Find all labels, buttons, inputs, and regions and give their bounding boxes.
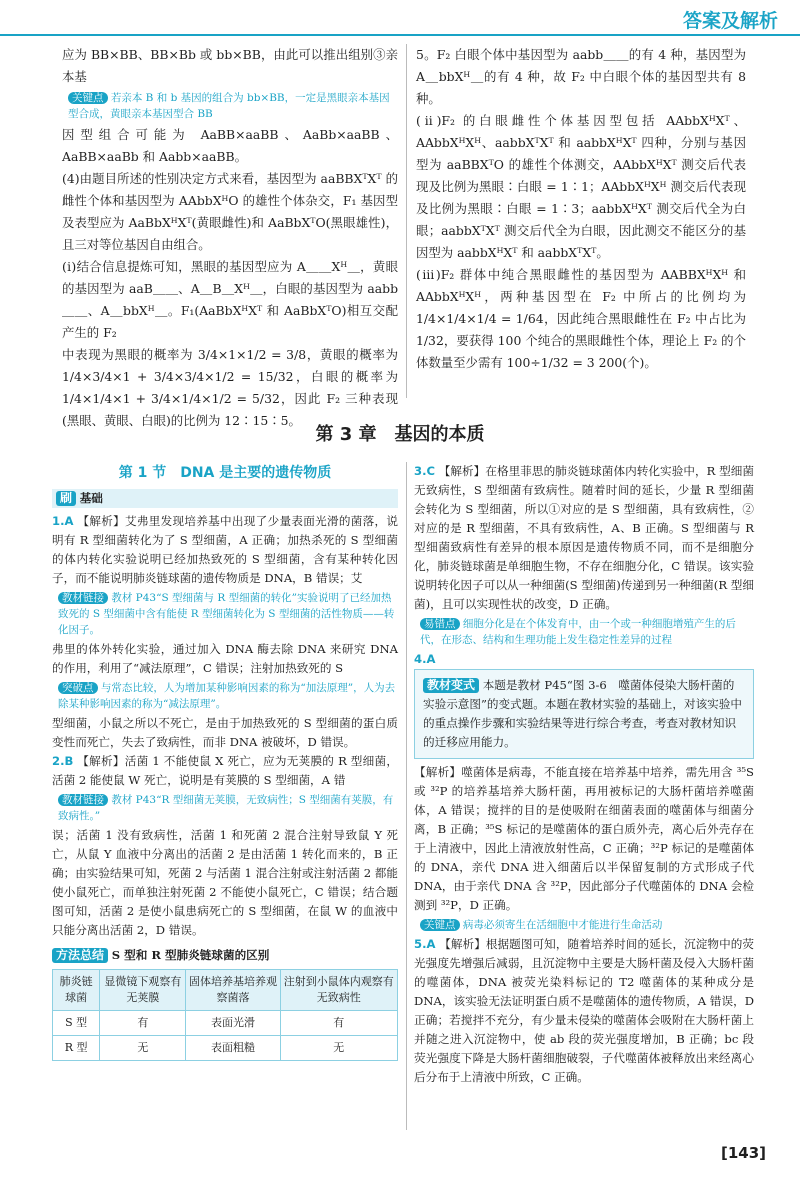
q1-tip-1-label: 教材链接 bbox=[58, 592, 108, 604]
table-row bbox=[53, 1036, 398, 1061]
q1-tip-2-text: 与常态比较，人为增加某种影响因素的称为“加法原理”，人为去除某种影响因素的称为“减法原理”。 bbox=[58, 682, 396, 710]
top-left-column bbox=[62, 44, 398, 432]
q4-answer bbox=[414, 650, 754, 669]
q1-tip-2-label: 突破点 bbox=[58, 682, 98, 694]
top-left-para-1: 应为 BB×BB、BB×Bb 或 bb×BB，由此可以推出组别③亲本基 bbox=[62, 47, 398, 84]
method-table bbox=[52, 969, 398, 1061]
table-row bbox=[53, 1011, 398, 1036]
bottom-left-column bbox=[52, 460, 398, 1061]
method-header bbox=[52, 946, 398, 965]
q5-text: 【解析】根据题图可知，随着培养时间的延长，沉淀物中的荧光强度先增强后减弱，且沉淀物中主要是大肠杆菌及侵入大肠杆菌的噬菌体，DNA 被荧光染料标记的 T2 噬菌体的某种成分是 DNA，该实验无法证明蛋白质不是噬菌体的遗传物质，A 错误，D 正确；若搅拌不充分，有少量未侵染的噬菌体会吸附在大肠杆菌上并随之进入沉淀物中，使 ab 段的荧光强度增加，B 正确；bc 段荧光强度下降是大肠杆菌细胞破裂，子代噬菌体被释放出来经离心后分布于上清液中所致，C 正确。 bbox=[414, 937, 754, 1084]
bottom-right-column bbox=[414, 462, 754, 1087]
table-cell: S 型 bbox=[53, 1011, 100, 1036]
q1-text-2: 弗里的体外转化实验，通过加入 DNA 酶去除 DNA 来研究 DNA 的作用，利用了“减法原理”，C 错误；注射加热致死的 S bbox=[52, 642, 398, 675]
q4-text: 【解析】噬菌体是病毒，不能直接在培养基中培养，需先用含 ³⁵S 或 ³²P 的培养基培养大肠杆菌，再用被标记的大肠杆菌培养噬菌体，A 错误；搅拌的目的是使吸附在细菌表面的噬菌体与细菌分离，B 正确；³⁵S 标记的是噬菌体的蛋白质外壳，离心后外壳存在于上清液中，因此上清液放射性高，C 正确；³²P 标记的是噬菌体的 DNA，亲代 DNA 进入细菌后以半保留复制的方式形成子代 DNA，由于亲代 DNA 含 ³²P，因此部分子代噬菌体的 DNA 会检测到 ³²P，D 正确。 bbox=[414, 765, 754, 912]
top-tip-label: 关键点 bbox=[68, 92, 108, 104]
q2-answer bbox=[52, 752, 398, 790]
header-rule bbox=[0, 34, 800, 36]
q2-text-1: 【解析】活菌 1 不能使鼠 X 死亡，应为无荚膜的 R 型细菌，活菌 2 能使鼠 W 死亡，说明是有荚膜的 S 型细菌，A 错 bbox=[52, 754, 398, 787]
q2-text-2: 误；活菌 1 没有致病性，活菌 1 和死菌 2 混合注射导致鼠 Y 死亡，从鼠 Y 血液中分离出的活菌 2 是由活菌 1 转化而来的，B 正确；由实验结果可知，死菌 2 与活菌 1 混合注射或注射活菌 2 都能使小鼠死亡，而单独注射死菌 2 不能使小鼠死亡，C 错误；结合题图可知，活菌 2 是使小鼠患病死亡的 S 型细菌，在鼠 W 的血液中只能分离出活菌 2，D 错误。 bbox=[52, 828, 398, 937]
q2-tip-label: 教材链接 bbox=[58, 794, 108, 806]
q4-tip bbox=[414, 917, 754, 933]
top-left-para-5: 中表现为黑眼的概率为 3/4×1×1/2 = 3/8，黄眼的概率为 1/4×3/4×1 + 3/4×3/4×1/2 = 15/32，白眼的概率为 1/4×1/4×1 + 3/4×1/4×1/2 = 5/32，因此 F₂ 三种表现(黑眼、黄眼、白眼)的比例为 12∶15∶5。 bbox=[62, 347, 398, 428]
q2-tip bbox=[52, 792, 398, 824]
q1-text-1: 【解析】艾弗里发现培养基中出现了少量表面光滑的菌落，说明有 R 型细菌转化为了 S 型细菌，A 正确；加热杀死的 S 型细菌的体内转化实验说明已经加热致死的 S 型细菌，含有某种转化因子，而不能说明肺炎链球菌的遗传物质是 DNA，B 错误；艾 bbox=[52, 514, 398, 585]
method-summary bbox=[52, 946, 398, 1061]
method-th-3: 固体培养基培养观察菌落 bbox=[186, 970, 280, 1011]
q3-answer bbox=[414, 462, 754, 614]
q3-number: 3.C bbox=[414, 464, 435, 478]
q3-text: 【解析】在格里菲思的肺炎链球菌体内转化实验中，R 型细菌无致病性，S 型细菌有致病性。随着时间的延长，少量 R 型细菌会转化为 S 型细菌，所以①对应的是 S 型细菌，具有致病性，②对应的是 R 型细菌，不具有致病性，A、B 正确。S 型细菌与 R 型细菌致病性有差异的根本原因是遗传物质不同，而不是细胞分化，肺炎链球菌是单细胞生物，不存在细胞分化，C 错误。该实验说明转化因子可以从一种细菌(S 型细菌)传递到另一种细菌(R 型细菌)，且可以实现性状的改变，D 正确。 bbox=[414, 464, 755, 611]
q1-tip-1 bbox=[52, 590, 398, 638]
table-cell: 有 bbox=[100, 1011, 186, 1036]
q4-number: 4.A bbox=[414, 652, 436, 666]
q2-number: 2.B bbox=[52, 754, 74, 768]
top-tip bbox=[62, 90, 398, 122]
top-left-para-2: 因型组合可能为 AaBB×aaBB、AaBb×aaBB、AaBB×aaBb 和 Aabb×aaBB。 bbox=[62, 127, 398, 164]
method-label: 方法总结 bbox=[52, 948, 108, 963]
chapter-title: 第 3 章 基因的本质 bbox=[315, 424, 485, 445]
q3-tip bbox=[414, 616, 754, 648]
table-cell: 表面粗糙 bbox=[186, 1036, 280, 1061]
q1-tip-1-text: 教材 P43“S 型细菌与 R 型细菌的转化”实验说明了已经加热致死的 S 型细菌中含有能使 R 型细菌转化为 S 型细菌的活性物质——转化因子。 bbox=[58, 592, 395, 636]
top-right-para-1: 5。F₂ 白眼个体中基因型为 aabb＿＿的有 4 种，基因型为 A＿bbXᴴ＿的有 4 种，故 F₂ 中白眼个体的基因型共有 8 种。 bbox=[416, 47, 746, 106]
top-right-para-2: (ⅱ)F₂ 的白眼雌性个体基因型包括 AAbbXᴴXᵀ、AAbbXᴴXᴴ、aabbXᵀXᵀ 和 aabbXᴴXᵀ 四种，分别与基因型为 aaBBXᵀO 的雄性个体测交，AAbbXᴴXᵀ 测交后代表现及比例为黑眼∶白眼 = 1∶1；AAbbXᴴXᴴ 测交后代表现及比例为黑眼∶白眼 = 1∶3；aabbXᴴXᵀ 测交后代全为白眼；aabbXᵀXᵀ 测交后代全为白眼，因此测交不能区分的基因型为 aabbXᴴXᵀ 和 aabbXᵀXᵀ。 bbox=[416, 113, 746, 260]
table-cell: R 型 bbox=[53, 1036, 100, 1061]
method-th-1: 肺炎链球菌 bbox=[53, 970, 100, 1011]
q3-tip-text: 细胞分化是在个体发育中，由一个或一种细胞增殖产生的后代，在形态、结构和生理功能上发生稳定性差异的过程 bbox=[420, 618, 736, 646]
basics-label: 基础 bbox=[79, 491, 103, 505]
top-tip-text: 若亲本 B 和 b 基因的组合为 bb×BB，一定是黑眼亲本基因型合成，黄眼亲本基因型合 BB bbox=[68, 92, 390, 120]
top-left-para-4: (ⅰ)结合信息提炼可知，黑眼的基因型应为 A＿＿Xᴴ＿，黄眼的基因型为 aaB＿＿、A＿B＿Xᴴ＿，白眼的基因型为 aabb＿＿、A＿bbXᴴ＿。F₁(AaBbXᴴXᵀ 和 AaBbXᵀO)相互交配产生的 F₂ bbox=[62, 259, 398, 340]
table-cell: 无 bbox=[100, 1036, 186, 1061]
basics-icon: 刷 bbox=[56, 491, 76, 506]
q4-variant-label: 教材变式 bbox=[423, 678, 479, 693]
top-left-para-3: (4)由题目所述的性别决定方式来看，基因型为 aaBBXᵀXᵀ 的雌性个体和基因型为 AAbbXᴴO 的雄性个体杂交，F₁ 基因型及表型应为 AaBbXᴴXᵀ(黄眼雌性)和 AaBbXᵀO(黑眼雄性)，且三对等位基因自由组合。 bbox=[62, 171, 398, 252]
q1-number: 1.A bbox=[52, 514, 74, 528]
page-header bbox=[0, 0, 800, 40]
table-cell: 表面光滑 bbox=[186, 1011, 280, 1036]
q4-tip-label: 关键点 bbox=[420, 919, 460, 931]
q1-tip-2 bbox=[52, 680, 398, 712]
q4-tip-text: 病毒必须寄生在活细胞中才能进行生命活动 bbox=[462, 919, 663, 931]
page-number: [143] bbox=[720, 1144, 766, 1162]
method-table-header-row bbox=[53, 970, 398, 1011]
table-cell: 无 bbox=[280, 1036, 397, 1061]
method-th-4: 注射到小鼠体内观察有无致病性 bbox=[280, 970, 397, 1011]
table-cell: 有 bbox=[280, 1011, 397, 1036]
method-th-2: 显微镜下观察有无荚膜 bbox=[100, 970, 186, 1011]
q2-tip-text: 教材 P43“R 型细菌无荚膜，无致病性；S 型细菌有荚膜，有致病性。” bbox=[58, 794, 394, 822]
q4-variant-box bbox=[414, 669, 754, 759]
basics-bar bbox=[52, 489, 398, 508]
q1-text-3: 型细菌，小鼠之所以不死亡，是由于加热致死的 S 型细菌的蛋白质变性而死亡，失去了致病性，而非 DNA 被破坏，D 错误。 bbox=[52, 716, 398, 749]
page-number-value: 143 bbox=[727, 1144, 760, 1162]
q3-tip-label: 易错点 bbox=[420, 618, 460, 630]
q5-answer bbox=[414, 935, 754, 1087]
q4-variant-text: 本题是教材 P45“图 3-6 噬菌体侵染大肠杆菌的实验示意图”的变式题。本题在教材实验的基础上，对该实验中的重点操作步骤和实验结果等进行综合考查，考查对教材知识的迁移应用能力。 bbox=[423, 678, 742, 749]
method-title: S 型和 R 型肺炎链球菌的区别 bbox=[111, 948, 270, 962]
top-right-para-3: (ⅲ)F₂ 群体中纯合黑眼雌性的基因型为 AABBXᴴXᴴ 和 AAbbXᴴXᴴ，两种基因型在 F₂ 中所占的比例均为 1/4×1/4×1/4 = 1/64，因此纯合黑眼雌性在 F₂ 中占比为 1/32，要获得 100 个纯合的黑眼雌性个体，理论上 F₂ 的个体数量至少需有 100÷1/32 = 3 200(个)。 bbox=[416, 267, 746, 370]
header-title: 答案及解析 bbox=[682, 10, 778, 32]
q5-number: 5.A bbox=[414, 937, 436, 951]
column-divider-bottom bbox=[406, 462, 407, 1130]
section-title: 第 1 节 DNA 是主要的遗传物质 bbox=[118, 465, 332, 481]
column-divider-top bbox=[406, 44, 407, 398]
q1-answer bbox=[52, 512, 398, 588]
top-right-column bbox=[416, 44, 746, 374]
